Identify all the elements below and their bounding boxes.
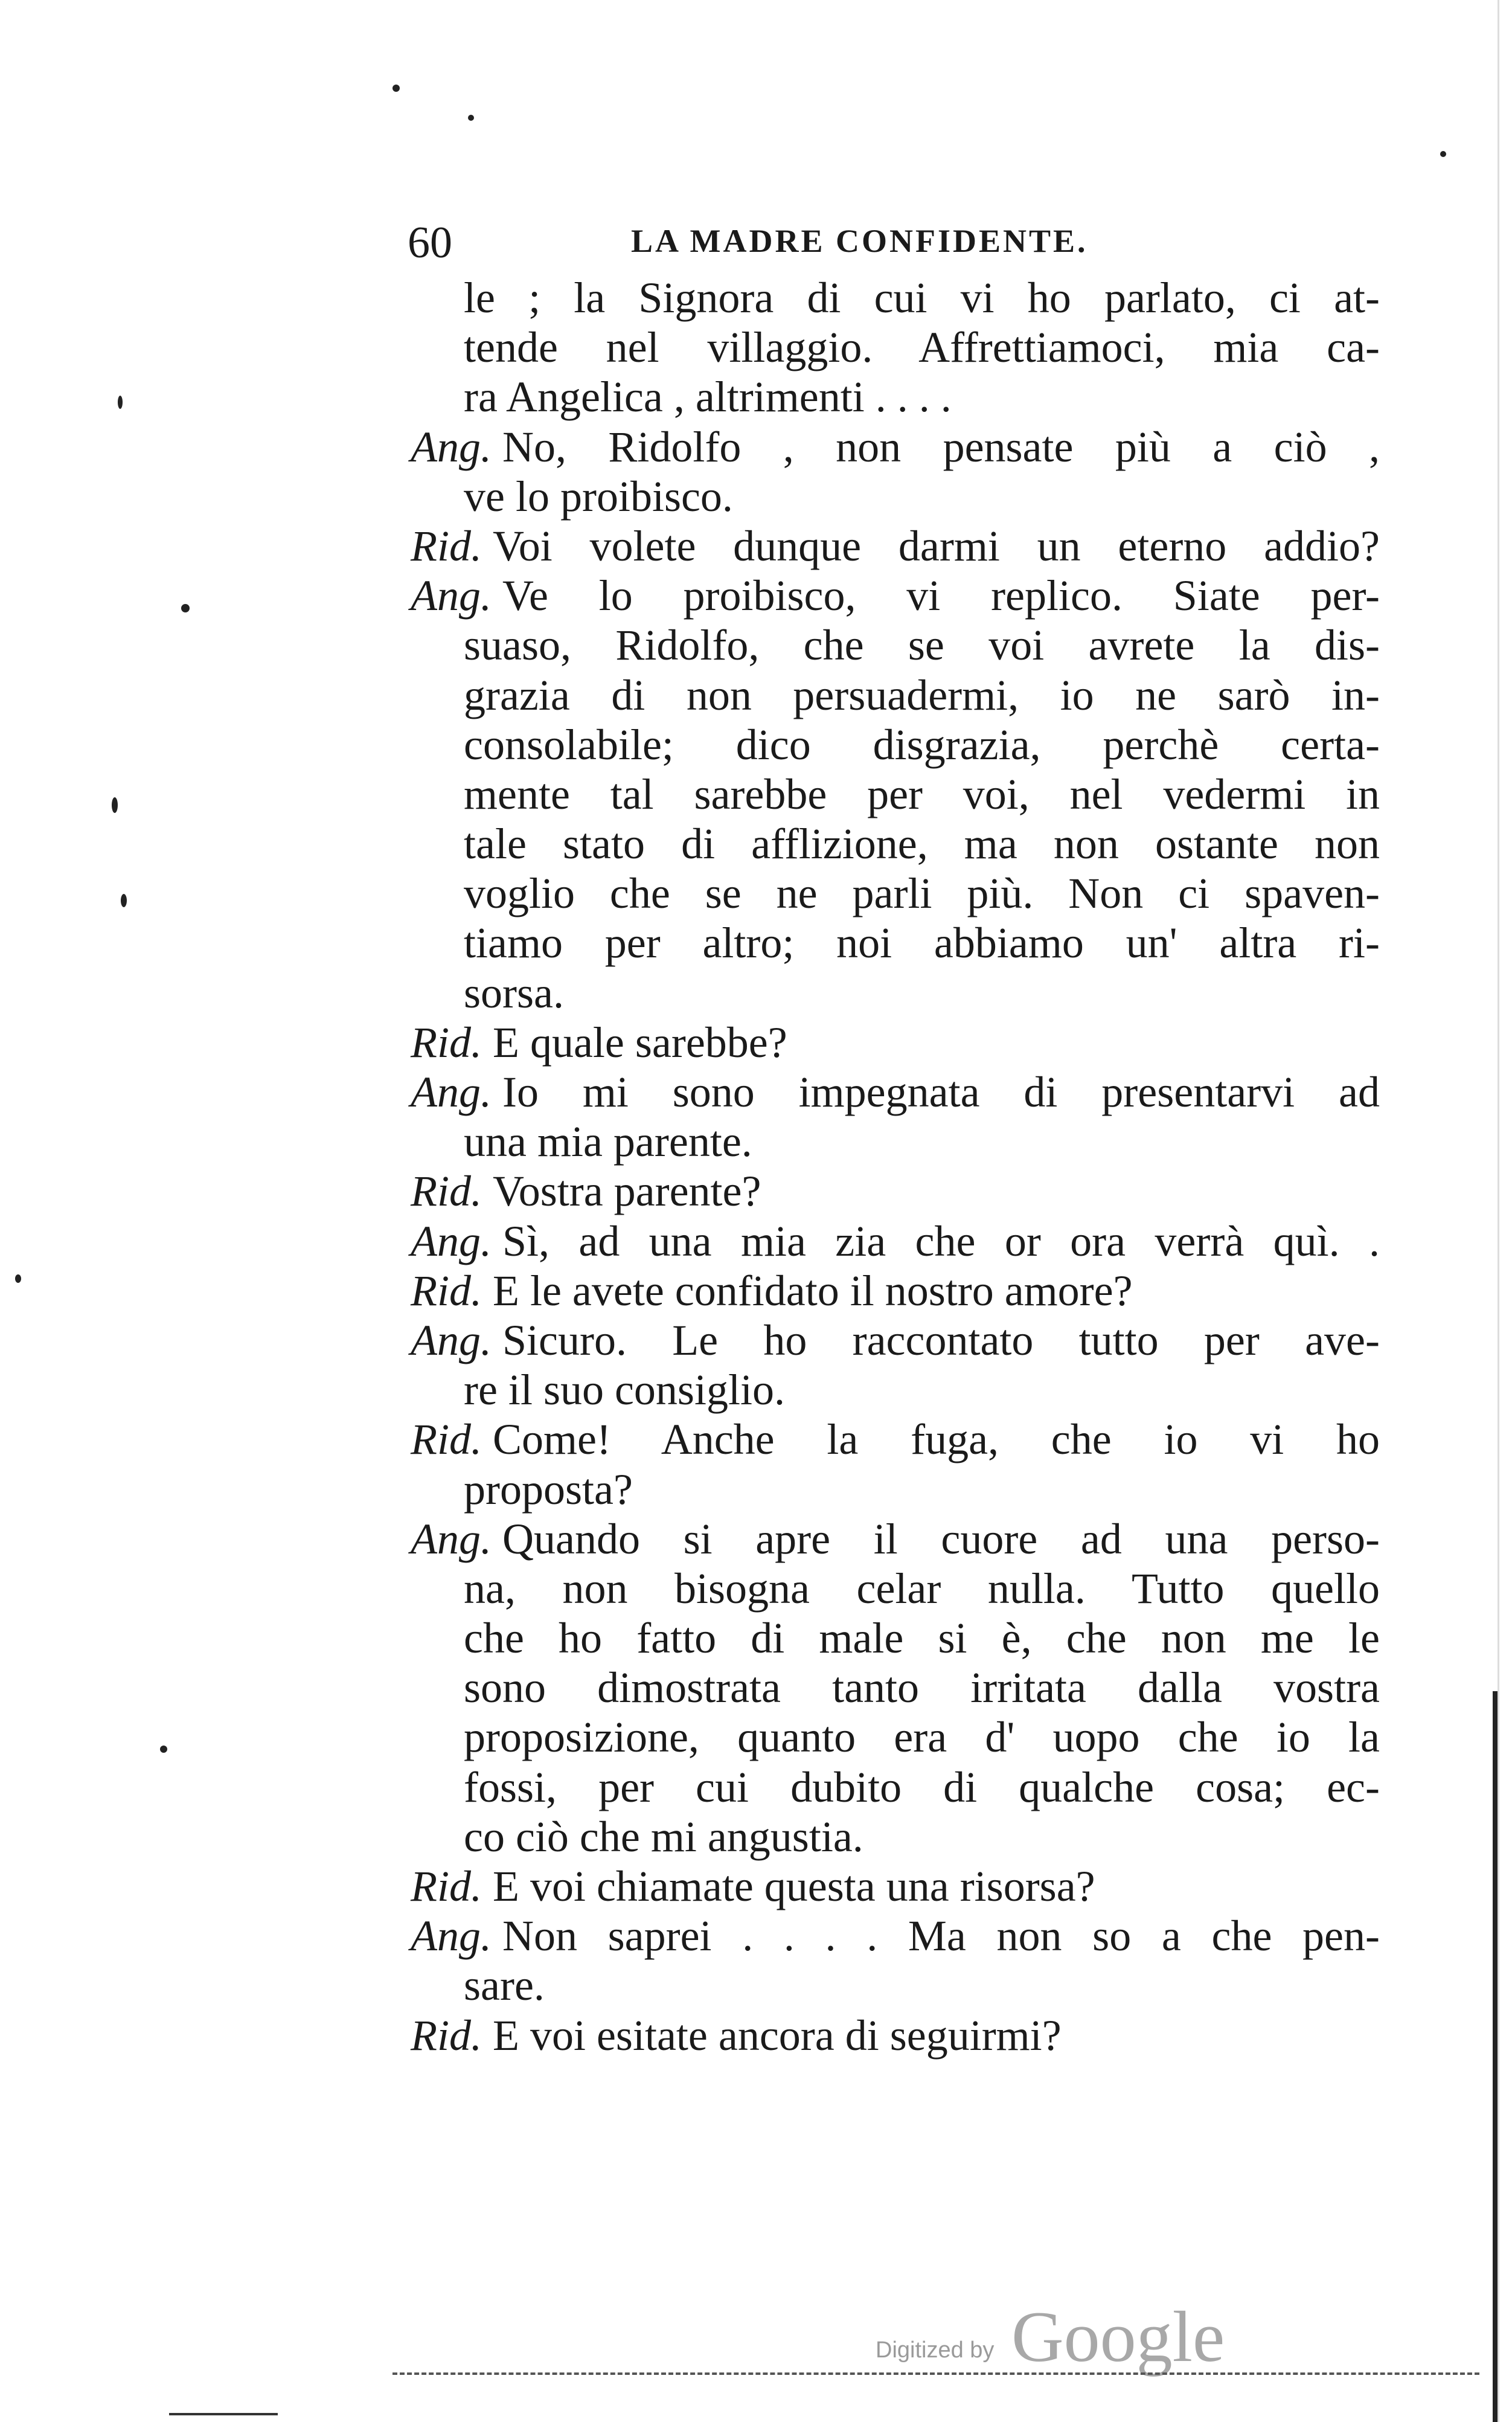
- line-text: Voi volete dunque darmi un eterno addio?: [492, 521, 1380, 570]
- speaker-label: Ang.: [411, 571, 492, 620]
- line-text: sono dimostrata tanto irritata dalla vostra: [464, 1663, 1380, 1712]
- line-text: E le avete confidato il nostro amore?: [492, 1266, 1133, 1315]
- continuation-line: [411, 1564, 1380, 1613]
- ink-speck: [121, 894, 127, 907]
- line-text: Ve lo proibisco, vi replico. Siate per-: [502, 571, 1380, 620]
- line-text: re il suo consiglio.: [464, 1366, 785, 1415]
- page-header: [408, 217, 1380, 266]
- line-text: le ; la Signora di cui vi ho parlato, ci at-: [464, 274, 1380, 322]
- line-text: Sì, ad una mia zia che or ora verrà quì. .: [502, 1216, 1380, 1265]
- line-text: tiamo per altro; noi abbiamo un' altra ri-: [464, 919, 1380, 968]
- continuation-line: [411, 869, 1380, 918]
- line-text: tende nel villaggio. Affrettiamoci, mia ca-: [464, 323, 1380, 372]
- ink-speck: [1440, 151, 1446, 157]
- ink-speck: [112, 797, 118, 813]
- speech-line: [411, 1266, 1380, 1315]
- line-text: proposta?: [464, 1465, 633, 1514]
- line-text: na, non bisogna celar nulla. Tutto quello: [464, 1564, 1380, 1613]
- continuation-line: [411, 769, 1380, 819]
- speech-line: [411, 1067, 1380, 1117]
- speech-line: [411, 1018, 1380, 1067]
- ink-speck: [468, 115, 474, 121]
- speech-line: [411, 1315, 1380, 1365]
- page-number: 60: [408, 218, 452, 268]
- line-text: che ho fatto di male si è, che non me le: [464, 1614, 1380, 1663]
- speaker-label: Ang.: [411, 422, 492, 471]
- ink-speck: [392, 85, 400, 92]
- speech-line: [411, 1861, 1380, 1911]
- continuation-line: [411, 1365, 1380, 1415]
- speech-line: [411, 1514, 1380, 1564]
- ink-speck: [160, 1746, 167, 1753]
- line-text: E voi esitate ancora di seguirmi?: [492, 2011, 1062, 2060]
- continuation-line: [411, 1812, 1380, 1861]
- continuation-line: [411, 273, 1380, 323]
- line-text: sorsa.: [464, 968, 564, 1017]
- continuation-line: [411, 720, 1380, 769]
- running-title: LA MADRE CONFIDENTE.: [631, 223, 1088, 259]
- speaker-label: Rid.: [411, 1415, 482, 1464]
- line-text: No, Ridolfo , non pensate più a ciò ,: [502, 422, 1380, 471]
- speaker-label: Rid.: [411, 1018, 482, 1067]
- line-text: Sicuro. Le ho raccontato tutto per ave-: [502, 1315, 1380, 1364]
- continuation-line: [411, 372, 1380, 422]
- speaker-label: Rid.: [411, 2011, 482, 2060]
- bottom-scan-edge-left: [169, 2413, 278, 2415]
- speaker-label: Ang.: [411, 1912, 492, 1961]
- speaker-label: Ang.: [411, 1216, 492, 1265]
- speaker-label: Rid.: [411, 1266, 482, 1315]
- speaker-label: Rid.: [411, 1862, 482, 1910]
- line-text: ve lo proibisco.: [464, 472, 733, 521]
- line-text: ra Angelica , altrimenti . . . .: [464, 373, 952, 422]
- google-logo: Google: [1011, 2296, 1225, 2377]
- page-edge-shadow: [1498, 0, 1499, 2422]
- continuation-line: [411, 918, 1380, 968]
- line-text: proposizione, quanto era d' uopo che io la: [464, 1713, 1380, 1762]
- continuation-line: [411, 323, 1380, 372]
- continuation-line: [411, 1961, 1380, 2010]
- continuation-line: [411, 819, 1380, 869]
- line-text: Io mi sono impegnata di presentarvi ad: [502, 1068, 1380, 1116]
- line-text: suaso, Ridolfo, che se voi avrete la dis-: [464, 621, 1380, 670]
- speaker-label: Rid.: [411, 1167, 482, 1216]
- speaker-label: Ang.: [411, 1514, 492, 1563]
- line-text: Vostra parente?: [492, 1167, 761, 1216]
- line-text: mente tal sarebbe per voi, nel vedermi in: [464, 769, 1380, 818]
- ink-speck: [181, 604, 190, 612]
- line-text: grazia di non persuadermi, io ne sarò in-: [464, 670, 1380, 719]
- ink-speck: [15, 1274, 21, 1283]
- continuation-line: [411, 620, 1380, 670]
- continuation-line: [411, 472, 1380, 521]
- speech-line: [411, 1415, 1380, 1464]
- line-text: E quale sarebbe?: [492, 1018, 787, 1067]
- line-text: Come! Anche la fuga, che io vi ho: [492, 1415, 1380, 1464]
- line-text: Non saprei . . . . Ma non so a che pen-: [502, 1912, 1380, 1961]
- speech-line: [411, 1216, 1380, 1266]
- speaker-label: Rid.: [411, 521, 482, 570]
- line-text: sare.: [464, 1961, 545, 2010]
- bottom-scan-edge: [392, 2372, 1479, 2375]
- speech-line: [411, 521, 1380, 571]
- continuation-line: [411, 968, 1380, 1018]
- continuation-line: [411, 1117, 1380, 1166]
- line-text: tale stato di afflizione, ma non ostante non: [464, 820, 1380, 869]
- line-text: una mia parente.: [464, 1117, 752, 1166]
- speech-line: [411, 2011, 1380, 2060]
- speech-line: [411, 422, 1380, 472]
- line-text: E voi chiamate questa una risorsa?: [492, 1862, 1095, 1910]
- speaker-label: Ang.: [411, 1315, 492, 1364]
- body-text: [411, 273, 1380, 2060]
- line-text: Quando si apre il cuore ad una perso-: [502, 1514, 1380, 1563]
- line-text: co ciò che mi angustia.: [464, 1812, 863, 1861]
- line-text: consolabile; dico disgrazia, perchè certa-: [464, 720, 1380, 769]
- digitized-by-label: Digitized by: [876, 2337, 995, 2363]
- speaker-label: Ang.: [411, 1068, 492, 1116]
- speech-line: [411, 571, 1380, 620]
- continuation-line: [411, 1613, 1380, 1663]
- ink-speck: [118, 396, 123, 409]
- speech-line: [411, 1166, 1380, 1216]
- page-edge-line: [1493, 1691, 1498, 2422]
- continuation-line: [411, 1465, 1380, 1514]
- continuation-line: [411, 670, 1380, 720]
- continuation-line: [411, 1762, 1380, 1812]
- continuation-line: [411, 1712, 1380, 1762]
- line-text: fossi, per cui dubito di qualche cosa; ec-: [464, 1762, 1380, 1811]
- line-text: voglio che se ne parli più. Non ci spaven-: [464, 869, 1380, 918]
- speech-line: [411, 1911, 1380, 1961]
- continuation-line: [411, 1663, 1380, 1712]
